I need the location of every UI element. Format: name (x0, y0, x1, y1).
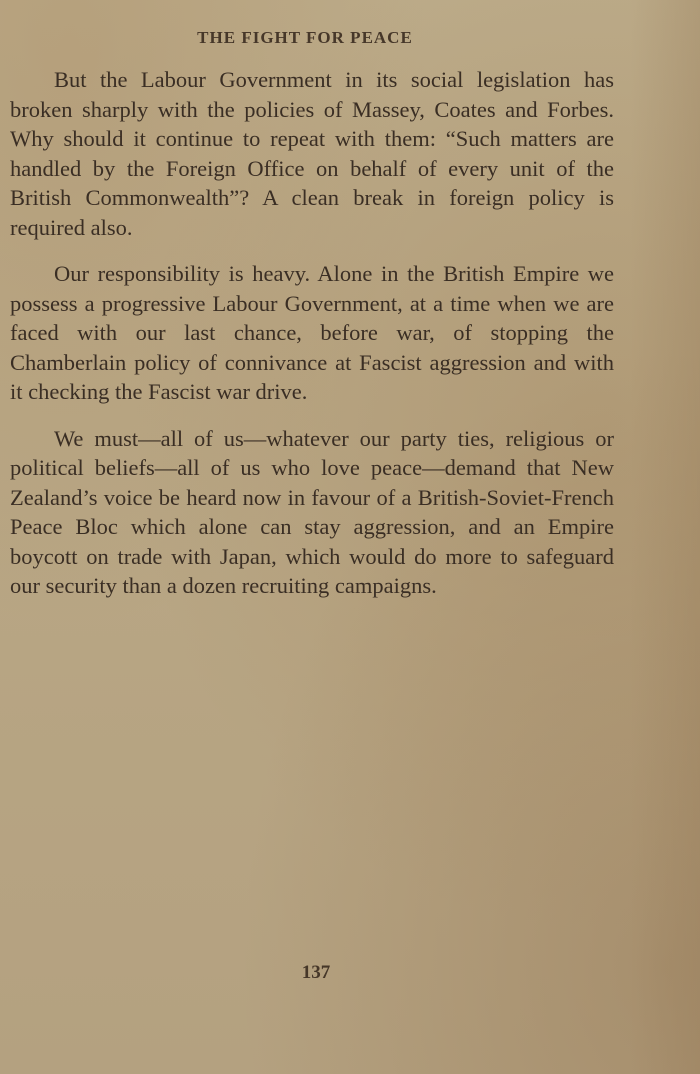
paragraph-2: Our responsibility is heavy. Alone in the British Empire we possess a progressive Labour Government, at a time when we are faced with our last chance, before war, of stopping the Chamberlain policy of connivance at Fascist aggression and with it checking the Fascist war drive. (10, 261, 614, 404)
page-edge-shading (630, 0, 700, 1074)
paragraph-1: But the Labour Government in its social legislation has broken sharply with the policies of Massey, Coates and Forbes. Why should it continue to repeat with them: “Such matters are handled by the Foreign Office on behalf of every unit of the British Commonwealth”? A clean break in foreign policy is required also. (10, 67, 614, 240)
running-head: THE FIGHT FOR PEACE (197, 28, 413, 47)
page-number: 137 (301, 962, 331, 983)
body-text (10, 65, 614, 601)
paragraph-3: We must—all of us—whatever our party ties, religious or political beliefs—all of us who love peace—demand that New Zealand’s voice be heard now in favour of a British-Soviet-French Peace Bloc which alone can stay aggression, and an Empire boycott on trade with Japan, which would do more to safeguard our security than a dozen recruiting campaigns. (10, 425, 614, 598)
